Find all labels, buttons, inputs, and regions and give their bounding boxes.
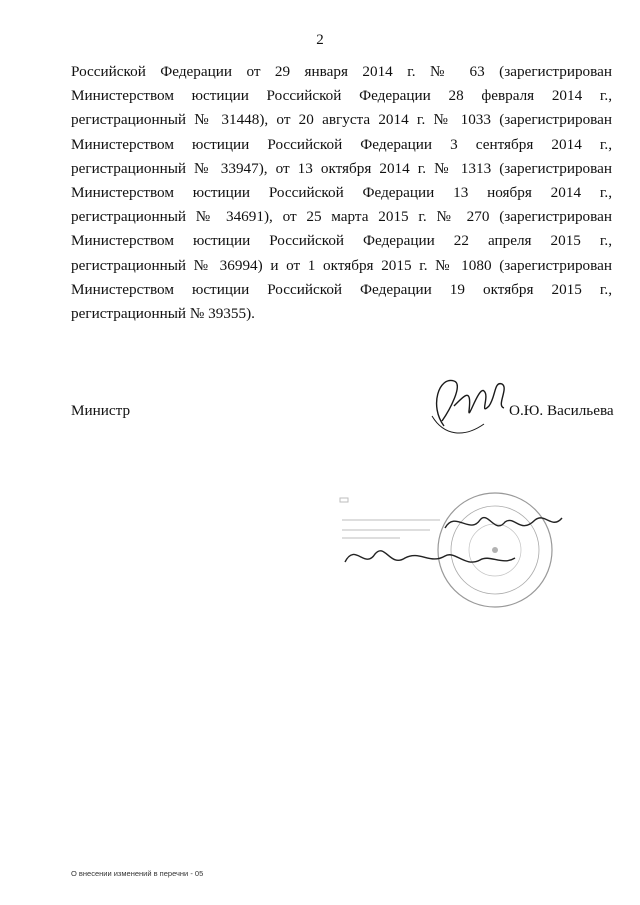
document-body-text: Российской Федерации от 29 января 2014 г. № 63 (зарегистрирован Министерством юстиции Российской Федерации 28 февраля 2014 г., регистрационный № 31448), от 20 августа 2014 г. № 1033 (зарегистрирован Министерством юстиции Российской Федерации 3 сентября 2014 г., регистрационный № 33947), от 13 октября 2014 г. № 1313 (зарегистрирован Министерством юстиции Российской Федерации 13 ноября 2014 г., регистрационный № 34691), от 25 марта 2015 г. № 270 (зарегистрирован Министерством юстиции Российской Федерации 22 апреля 2015 г., регистрационный № 36994) и от 1 октября 2015 г. № 1080 (зарегистрирован Министерством юстиции Российской Федерации 19 октября 2015 г., регистрационный № 39355).: [71, 63, 612, 323]
page-number: 2: [316, 32, 324, 48]
official-stamp: [330, 480, 570, 630]
minister-name: О.Ю. Васильева: [509, 402, 614, 419]
minister-title: Министр: [71, 402, 131, 419]
footer-note: О внесении изменений в перечни - 05: [71, 869, 204, 878]
